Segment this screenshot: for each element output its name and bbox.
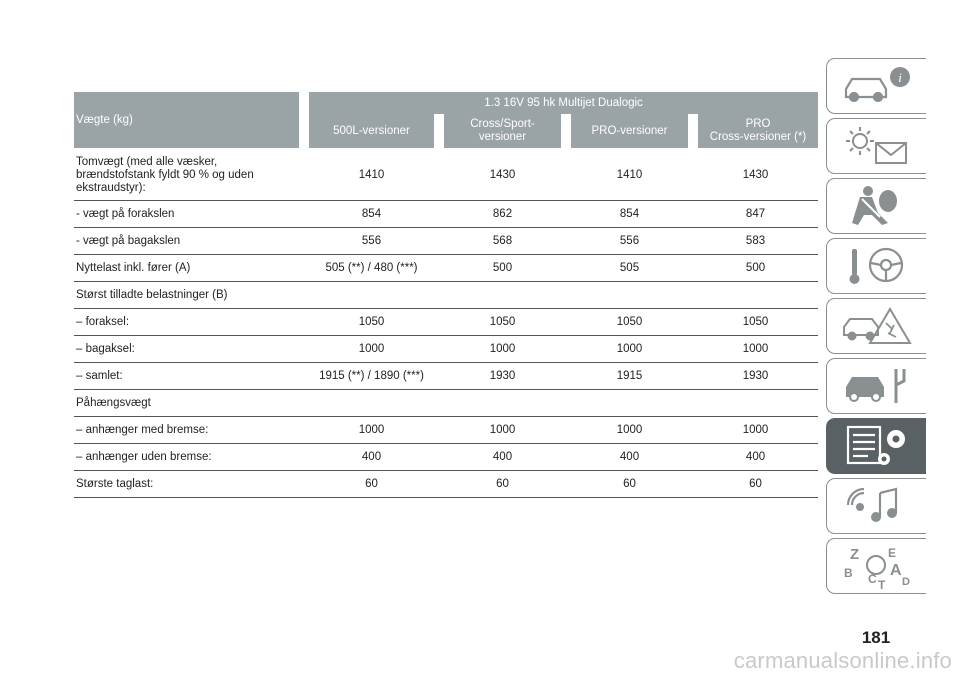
row-label-line: Påhængsvægt bbox=[76, 396, 151, 409]
cell-value: 1050 bbox=[566, 309, 693, 336]
nav-tab-emergency[interactable] bbox=[826, 298, 926, 354]
cell-value: 1915 (**) / 1890 (***) bbox=[304, 363, 439, 390]
chapter-nav bbox=[826, 58, 928, 598]
index-letter: B bbox=[843, 566, 853, 580]
row-label-line: – anhænger med bremse: bbox=[76, 423, 209, 436]
row-label bbox=[74, 444, 304, 471]
nav-tab-starting-driving[interactable] bbox=[826, 238, 926, 294]
cell-value: 1000 bbox=[304, 417, 439, 444]
row-label-line: – samlet: bbox=[76, 369, 123, 382]
svg-text:i: i bbox=[897, 70, 902, 85]
corner-label: Vægte (kg) bbox=[74, 92, 304, 148]
cell-value: 556 bbox=[304, 228, 439, 255]
row-label bbox=[74, 282, 304, 309]
row-label bbox=[74, 201, 304, 228]
cell-value: 1000 bbox=[304, 336, 439, 363]
nav-tab-multimedia[interactable] bbox=[826, 478, 926, 534]
row-label-line: – foraksel: bbox=[76, 315, 130, 328]
cell-value: 505 (**) / 480 (***) bbox=[304, 255, 439, 282]
index-letter: A bbox=[889, 562, 902, 579]
cell-value bbox=[304, 282, 439, 309]
warning-light-message-icon bbox=[838, 123, 916, 169]
index-letter: T bbox=[877, 578, 885, 589]
cell-value: 505 bbox=[566, 255, 693, 282]
row-label-line: brændstofstank fyldt 90 % og uden bbox=[76, 168, 254, 181]
table-row bbox=[74, 417, 818, 444]
row-label-line: ekstraudstyr): bbox=[76, 181, 146, 194]
column-header-line: PRO-versioner bbox=[591, 124, 668, 137]
weights-table bbox=[74, 92, 818, 498]
row-label-line: – bagaksel: bbox=[76, 342, 135, 355]
row-label-line: Størst tilladte belastninger (B) bbox=[76, 288, 228, 301]
table-row bbox=[74, 282, 818, 309]
table-row bbox=[74, 309, 818, 336]
cell-value: 1050 bbox=[304, 309, 439, 336]
cell-value: 1000 bbox=[439, 417, 566, 444]
engine-title: 1.3 16V 95 hk Multijet Dualogic bbox=[304, 92, 818, 114]
row-label-line: Største taglast: bbox=[76, 477, 154, 490]
cell-value: 1000 bbox=[693, 417, 818, 444]
index-letter: Z bbox=[849, 546, 859, 563]
table-row bbox=[74, 255, 818, 282]
page-number: 181 bbox=[861, 628, 891, 647]
cell-value: 583 bbox=[693, 228, 818, 255]
cell-value bbox=[304, 390, 439, 417]
row-label bbox=[74, 471, 304, 498]
column-header-line: Cross-versioner (*) bbox=[709, 131, 807, 143]
cell-value: 1930 bbox=[693, 363, 818, 390]
cell-value: 1050 bbox=[693, 309, 818, 336]
index-letter: E bbox=[887, 546, 896, 560]
column-header-line: PRO bbox=[745, 118, 771, 130]
cell-value: 60 bbox=[439, 471, 566, 498]
nav-tab-car-info[interactable] bbox=[826, 58, 926, 114]
cell-value bbox=[566, 390, 693, 417]
watermark: carmanualsonline.info bbox=[733, 648, 952, 673]
cell-value: 500 bbox=[693, 255, 818, 282]
technical-data-icon bbox=[838, 423, 916, 469]
row-label-line: - vægt på forakslen bbox=[76, 207, 175, 220]
emergency-car-icon bbox=[838, 303, 916, 349]
row-label bbox=[74, 150, 304, 201]
nav-tab-index[interactable] bbox=[826, 538, 926, 594]
nav-tab-technical-data[interactable] bbox=[826, 418, 926, 474]
cell-value bbox=[439, 282, 566, 309]
cell-value bbox=[439, 390, 566, 417]
car-maintenance-icon bbox=[838, 363, 916, 409]
column-header-line: versioner bbox=[478, 131, 527, 143]
cell-value: 1430 bbox=[439, 150, 566, 201]
cell-value: 1410 bbox=[304, 150, 439, 201]
row-label bbox=[74, 363, 304, 390]
row-label bbox=[74, 336, 304, 363]
row-label-line: – anhænger uden bremse: bbox=[76, 450, 212, 463]
safety-airbag-icon bbox=[838, 183, 916, 229]
row-label bbox=[74, 309, 304, 336]
cell-value: 400 bbox=[693, 444, 818, 471]
cell-value: 862 bbox=[439, 201, 566, 228]
cell-value: 60 bbox=[304, 471, 439, 498]
cell-value: 1000 bbox=[566, 336, 693, 363]
row-label-line: Tomvægt (med alle væsker, bbox=[76, 155, 218, 168]
cell-value: 568 bbox=[439, 228, 566, 255]
row-label bbox=[74, 390, 304, 417]
table-row bbox=[74, 336, 818, 363]
row-label bbox=[74, 228, 304, 255]
column-header-line: 500L-versioner bbox=[333, 124, 410, 137]
nav-tab-warning-lights[interactable] bbox=[826, 118, 926, 174]
cell-value bbox=[693, 390, 818, 417]
table-row bbox=[74, 201, 818, 228]
nav-tab-safety[interactable] bbox=[826, 178, 926, 234]
cell-value: 854 bbox=[566, 201, 693, 228]
cell-value: 1930 bbox=[439, 363, 566, 390]
column-header bbox=[566, 114, 693, 148]
cell-value: 1000 bbox=[439, 336, 566, 363]
cell-value: 1000 bbox=[566, 417, 693, 444]
column-header bbox=[693, 114, 818, 148]
cell-value: 854 bbox=[304, 201, 439, 228]
cell-value: 1915 bbox=[566, 363, 693, 390]
table-row bbox=[74, 444, 818, 471]
row-label-line: Nyttelast inkl. fører (A) bbox=[76, 261, 191, 274]
cell-value bbox=[693, 282, 818, 309]
cell-value: 847 bbox=[693, 201, 818, 228]
cell-value bbox=[566, 282, 693, 309]
multimedia-icon bbox=[838, 483, 916, 529]
cell-value: 400 bbox=[439, 444, 566, 471]
table-row bbox=[74, 363, 818, 390]
index-letters-icon bbox=[838, 543, 916, 589]
column-header bbox=[439, 114, 566, 148]
table-row bbox=[74, 150, 818, 201]
cell-value: 1430 bbox=[693, 150, 818, 201]
table-row bbox=[74, 390, 818, 417]
row-label-line: - vægt på bagakslen bbox=[76, 234, 181, 247]
cell-value: 400 bbox=[304, 444, 439, 471]
cell-value: 400 bbox=[566, 444, 693, 471]
cell-value: 1000 bbox=[693, 336, 818, 363]
nav-tab-maintenance[interactable] bbox=[826, 358, 926, 414]
column-header-line: Cross/Sport- bbox=[470, 118, 535, 130]
cell-value: 60 bbox=[566, 471, 693, 498]
key-steering-wheel-icon bbox=[838, 243, 916, 289]
column-header bbox=[304, 114, 439, 148]
table-row bbox=[74, 471, 818, 498]
cell-value: 500 bbox=[439, 255, 566, 282]
cell-value: 1410 bbox=[566, 150, 693, 201]
car-info-icon bbox=[838, 63, 916, 109]
row-label bbox=[74, 255, 304, 282]
index-letter: C bbox=[867, 572, 877, 586]
cell-value: 556 bbox=[566, 228, 693, 255]
row-label bbox=[74, 417, 304, 444]
cell-value: 60 bbox=[693, 471, 818, 498]
table-row bbox=[74, 228, 818, 255]
cell-value: 1050 bbox=[439, 309, 566, 336]
index-letter: D bbox=[901, 576, 910, 588]
